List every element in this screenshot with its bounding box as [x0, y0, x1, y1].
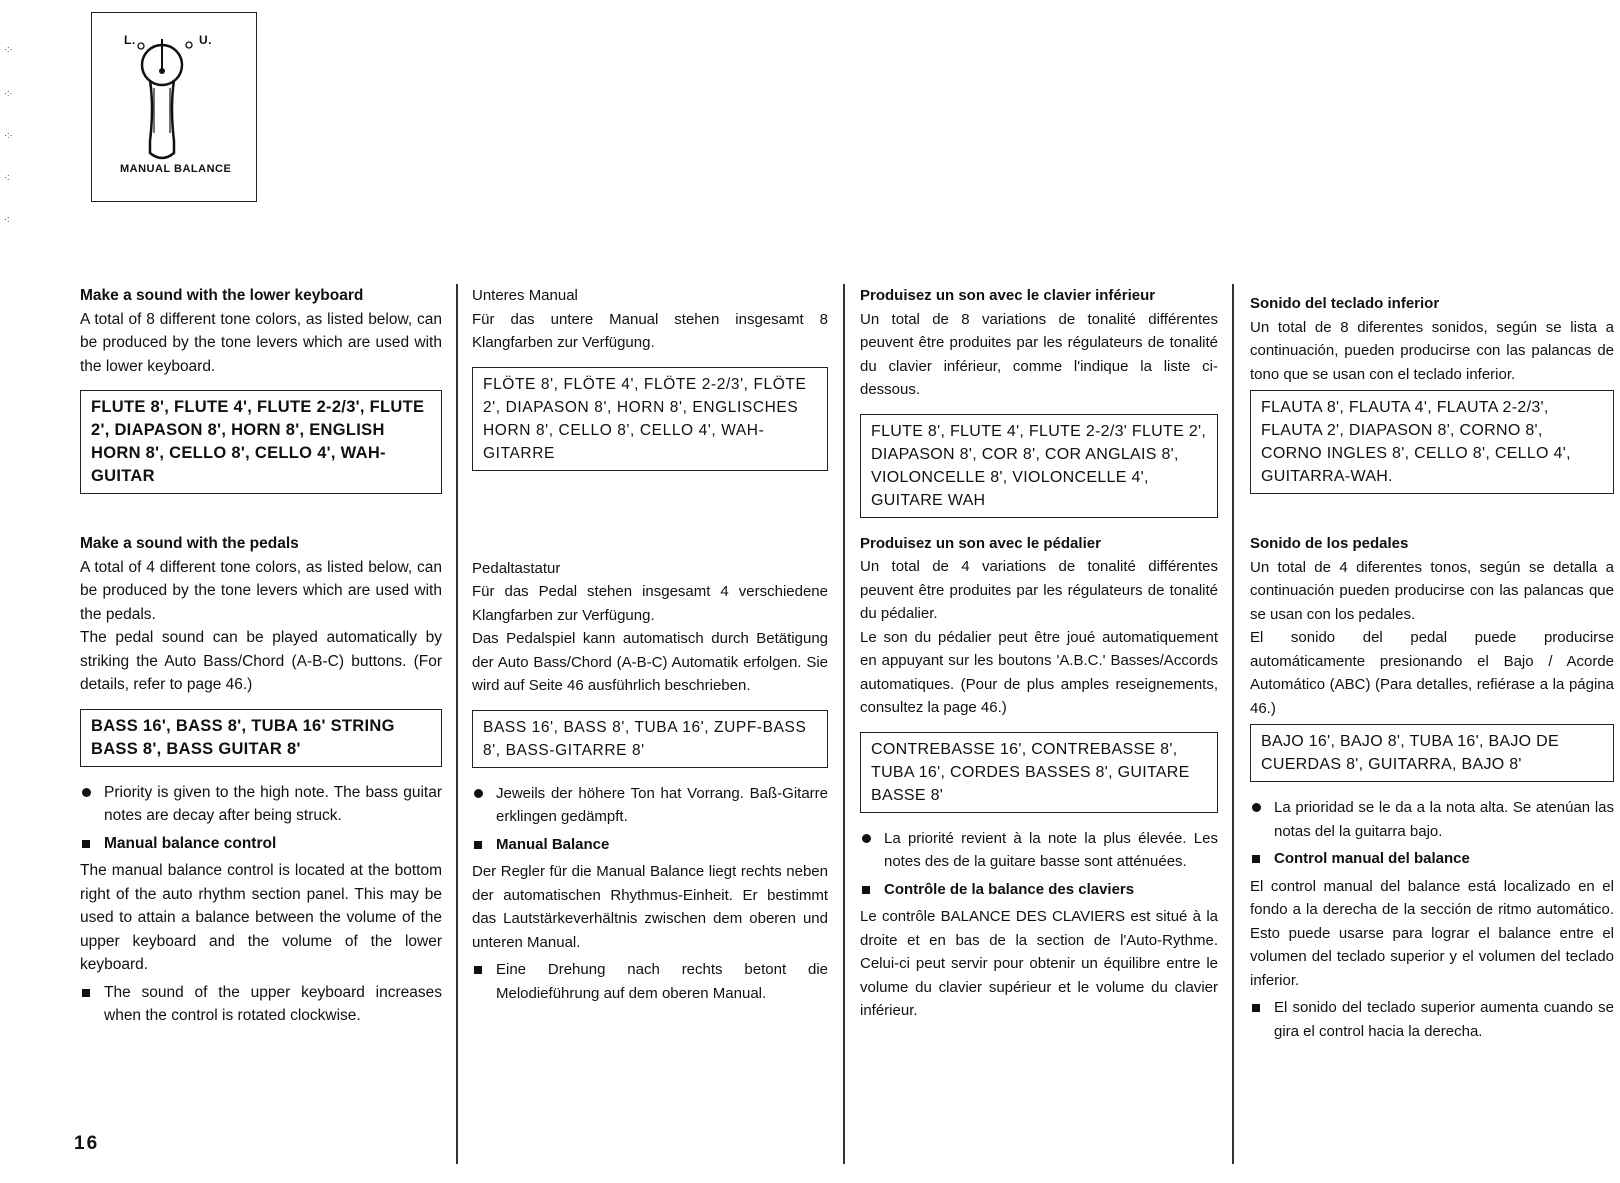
manual-balance-diagram	[91, 12, 257, 202]
pedal-auto-text: El sonido del pedal puede producirse automáticamente presionando el Bajo / Acorde Automático (ABC) (Para detalles, refiérase a la página 46.)	[1250, 629, 1614, 717]
lower-text: A total of 8 different tone colors, as listed below, can be produced by the tone levers which are used with the lower keyboard.	[80, 310, 442, 375]
square-bullet-icon	[82, 989, 90, 997]
pedal-auto-text: The pedal sound can be played automatically by striking the Auto Bass/Chord (A-B-C) buttons. (For details, refer to page 46.)	[80, 629, 442, 693]
margin-speck: ·:	[4, 214, 10, 224]
lower-tone-list: FLAUTA 8', FLAUTA 4', FLAUTA 2-2/3', FLAUTA 2', DIAPASON 8', CORNO 8', CORNO INGLES 8', CELLO 8', CELLO 4', GUITARRA-WAH.	[1250, 390, 1614, 494]
bullet-icon	[474, 789, 483, 798]
margin-speck: ·:·	[4, 130, 13, 140]
column-divider	[456, 284, 458, 1164]
lower-tone-list: FLUTE 8', FLUTE 4', FLUTE 2-2/3', FLUTE 2', DIAPASON 8', HORN 8', ENGLISH HORN 8', CELLO 8', CELLO 4', WAH-GUITAR	[80, 390, 442, 494]
diagram-caption: MANUAL BALANCE	[120, 163, 232, 175]
german-column	[472, 284, 828, 1009]
pedal-heading: Make a sound with the pedals	[80, 535, 299, 552]
pedal-auto-text: Das Pedalspiel kann automatisch durch Betätigung der Auto Bass/Chord (A-B-C) Automatik erfolgen. Sie wird auf Seite 46 ausführlich beschrieben.	[472, 630, 828, 694]
pedal-tone-list: BAJO 16', BAJO 8', TUBA 16', BAJO DE CUERDAS 8', GUITARRA, BAJO 8'	[1250, 724, 1614, 782]
margin-speck: ·:	[4, 172, 10, 182]
pedal-text: Un total de 4 diferentes tonos, según se detalla a continuación pueden producirse con las palancas que se usan con los pedales.	[1250, 558, 1614, 623]
balance-text: Le contrôle BALANCE DES CLAVIERS est situé à la droite et en bas de la section de l'Auto-Rythme. Celui-ci peut servir pour obtenir un équilibre entre le volume du clavier supérieur et le volume du clavier inférieur.	[860, 908, 1218, 1019]
lower-heading: Sonido del teclado inferior	[1250, 295, 1440, 312]
priority-note: Jeweils der höhere Ton hat Vorrang. Baß-Gitarre erklingen gedämpft.	[472, 782, 828, 829]
balance-note: The sound of the upper keyboard increases when the control is rotated clockwise.	[80, 981, 442, 1028]
pedal-tone-list: BASS 16', BASS 8', TUBA 16', ZUPF-BASS 8', BASS-GITARRE 8'	[472, 710, 828, 768]
margin-speck: ·:·	[4, 88, 13, 98]
square-bullet-icon	[1252, 1004, 1260, 1012]
square-bullet-icon	[862, 886, 870, 894]
balance-heading: Manual Balance	[472, 833, 828, 857]
balance-heading: Manual balance control	[80, 832, 442, 856]
english-column	[80, 284, 442, 1032]
lower-tone-list: FLUTE 8', FLUTE 4', FLUTE 2-2/3' FLUTE 2', DIAPASON 8', COR 8', COR ANGLAIS 8', VIOLONCELLE 8', VIOLONCELLE 4', GUITARE WAH	[860, 414, 1218, 518]
balance-heading: Control manual del balance	[1250, 847, 1614, 871]
page-number: 16	[74, 1133, 100, 1154]
pedal-heading: Produisez un son avec le pédalier	[860, 534, 1101, 552]
spanish-column	[1250, 284, 1614, 1047]
square-bullet-icon	[474, 966, 482, 974]
bullet-icon	[1252, 803, 1261, 812]
column-divider	[1232, 284, 1234, 1164]
priority-note: Priority is given to the high note. The bass guitar notes are decay after being struck.	[80, 781, 442, 828]
square-bullet-icon	[82, 840, 90, 848]
balance-text: El control manual del balance está localizado en el fondo a la derecha de la sección de ritmo automático. Esto puede usarse para lograr el balance entre el volumen del teclado superior y el volumen del teclado inferior.	[1250, 877, 1614, 989]
balance-note: El sonido del teclado superior aumenta cuando se gira el control hacia la derecha.	[1250, 996, 1614, 1043]
pedal-auto-text: Le son du pédalier peut être joué automatiquement en appuyant sur les boutons 'A.B.C.' Basses/Accords automatiques. (Pour de plus amples reseignements, consultez la page 46.)	[860, 628, 1218, 716]
balance-text: Der Regler für die Manual Balance liegt rechts neben der automatischen Rhythmus-Einheit. Er bestimmt das Lautstärkeverhältnis zwischen dem oberen und unteren Manual.	[472, 863, 828, 951]
balance-note: Eine Drehung nach rechts betont die Melodieführung auf dem oberen Manual.	[472, 958, 828, 1005]
pedal-heading: Sonido de los pedales	[1250, 535, 1409, 552]
pedal-text: Für das Pedal stehen insgesamt 4 verschiedene Klangfarben zur Verfügung.	[472, 583, 828, 624]
square-bullet-icon	[474, 841, 482, 849]
pedal-tone-list: CONTREBASSE 16', CONTREBASSE 8', TUBA 16', CORDES BASSES 8', GUITARE BASSE 8'	[860, 732, 1218, 813]
priority-note: La prioridad se le da a la nota alta. Se atenúan las notas del la guitarra bajo.	[1250, 796, 1614, 843]
lower-tone-list: FLÖTE 8', FLÖTE 4', FLÖTE 2-2/3', FLÖTE 2', DIAPASON 8', HORN 8', ENGLISCHES HORN 8', CELLO 8', CELLO 4', WAH-GITARRE	[472, 367, 828, 471]
lower-heading: Produisez un son avec le clavier inférieur	[860, 287, 1156, 304]
column-divider	[843, 284, 845, 1164]
balance-heading: Contrôle de la balance des claviers	[860, 878, 1218, 902]
square-bullet-icon	[1252, 855, 1260, 863]
lower-text: Un total de 8 variations de tonalité différentes peuvent être produites par les régulateurs de tonalité du clavier inférieur, comme l'indique la liste ci-dessous.	[860, 310, 1218, 398]
lower-text: Un total de 8 diferentes sonidos, según se lista a continuación, pueden producirse con las palancas de tono que se usan con el teclado inferior.	[1250, 318, 1614, 383]
pedal-tone-list: BASS 16', BASS 8', TUBA 16' STRING BASS 8', BASS GUITAR 8'	[80, 709, 442, 767]
balance-text: The manual balance control is located at the bottom right of the auto rhythm section panel. This may be used to attain a balance between the volume of the upper keyboard and the volume of the lower keyboard.	[80, 862, 442, 973]
lower-label: L.	[124, 33, 136, 47]
lower-heading: Unteres Manual	[472, 287, 578, 304]
french-column	[860, 284, 1218, 1023]
bullet-icon	[862, 834, 871, 843]
bullet-icon	[82, 788, 91, 797]
lower-heading: Make a sound with the lower keyboard	[80, 287, 364, 304]
pedal-text: A total of 4 different tone colors, as listed below, can be produced by the tone levers which are used with the pedals.	[80, 558, 442, 623]
lower-text: Für das untere Manual stehen insgesamt 8 Klangfarben zur Verfügung.	[472, 310, 828, 351]
pedal-heading: Pedaltastatur	[472, 559, 561, 577]
margin-speck: ·:·	[4, 44, 13, 54]
priority-note: La priorité revient à la note la plus élevée. Les notes des de la guitare basse sont atténuées.	[860, 827, 1218, 874]
upper-label: U.	[199, 33, 212, 47]
pedal-text: Un total de 4 variations de tonalité différentes peuvent être produites par les régulateurs de tonalité du pédalier.	[860, 558, 1218, 622]
